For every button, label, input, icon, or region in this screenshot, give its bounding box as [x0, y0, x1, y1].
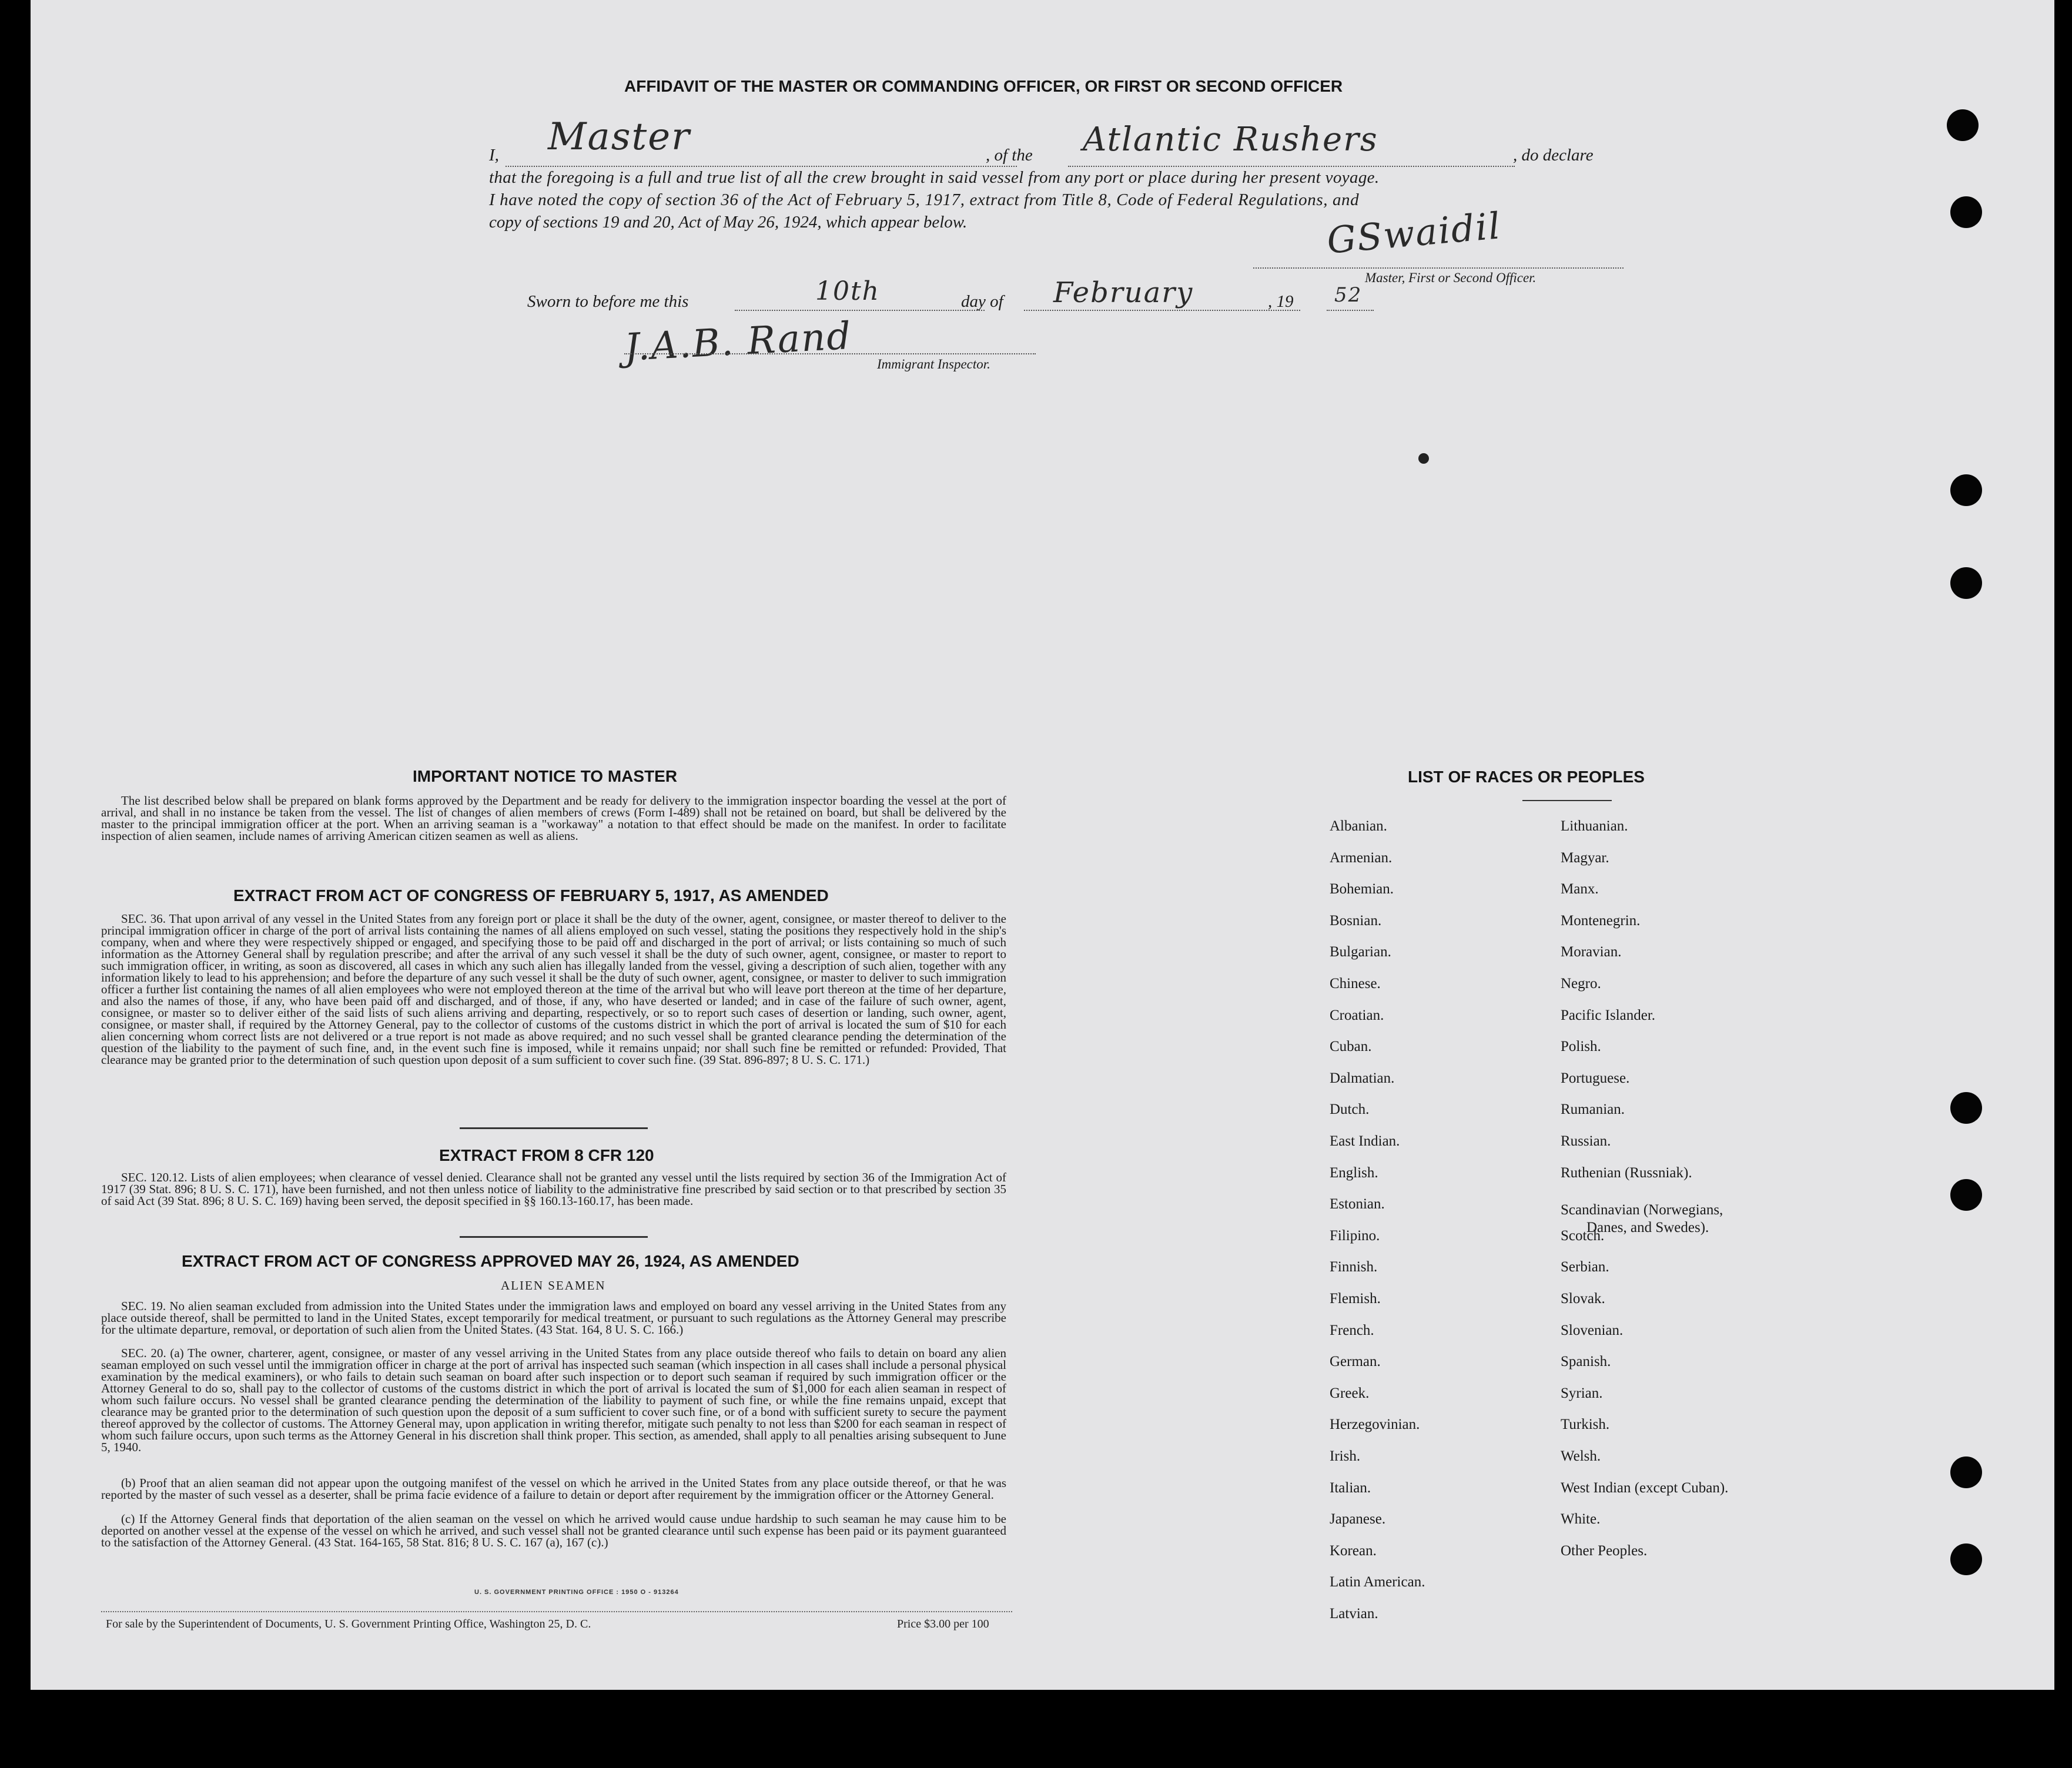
day-handwritten: 10th [815, 276, 881, 306]
day-underline [735, 310, 985, 311]
race-item: Dutch. [1330, 1101, 1370, 1117]
race-item: Bulgarian. [1330, 944, 1391, 960]
race-item: Polish. [1561, 1039, 1601, 1054]
affidavit-title: AFFIDAVIT OF THE MASTER OR COMMANDING OFFICER, OR FIRST OR SECOND OFFICER [624, 77, 1343, 95]
race-item: Turkish. [1561, 1417, 1610, 1432]
sworn-label: Sworn to before me this [527, 292, 689, 311]
race-item: English. [1330, 1165, 1378, 1181]
race-item: Spanish. [1561, 1354, 1611, 1369]
year-prefix: , 19 [1268, 292, 1294, 311]
race-item: Cuban. [1330, 1039, 1372, 1054]
race-item: Albanian. [1330, 818, 1387, 834]
declare-label: , do declare [1513, 146, 1594, 165]
race-item: Bosnian. [1330, 913, 1382, 929]
footer-price: Price $3.00 per 100 [897, 1618, 989, 1630]
extract-1917-title: EXTRACT FROM ACT OF CONGRESS OF FEBRUARY 5, 1917, AS AMENDED [233, 886, 829, 905]
binder-hole [1950, 474, 1982, 506]
race-item: Magyar. [1561, 850, 1609, 866]
sec-19-text: SEC. 19. No alien seaman excluded from admission into the United States under the immigration laws and employed on board any vessel arriving in the United States from any place outside thereof, shall be permitted to land in the United States, except temporarily for medical treatment, or pursuant to such regulations as the Attorney General may prescribe for the ultimate departure, removal, or deportation of such alien from the United States. (43 Stat. 164, 8 U. S. C. 166.) [101, 1299, 1006, 1337]
race-item: Lithuanian. [1561, 818, 1628, 834]
month-underline [1024, 310, 1300, 311]
race-item: French. [1330, 1322, 1374, 1338]
footer-sale-text: For sale by the Superintendent of Documents, U. S. Government Printing Office, Washington 25, D. C. [106, 1618, 591, 1630]
race-item: Ruthenian (Russniak). [1561, 1165, 1692, 1181]
binder-hole [1950, 1092, 1982, 1124]
race-item: Montenegrin. [1561, 913, 1641, 929]
alien-seamen-subtitle: ALIEN SEAMEN [501, 1278, 606, 1292]
sec-20a-text: SEC. 20. (a) The owner, charterer, agent, consignee, or master of any vessel arriving in the United States from any place outside thereof who fails to detain on board any alien seaman employed on such vessel until the immigration officer in charge at the port of arrival has inspected such seaman (which inspection in all cases shall include a personal physical examination by the medical examiners), or who fails to detain such seaman on board after such inspection or to deport such seaman if required by such immigration officer or the Attorney General to do so, shall pay to the collector of customs of the customs district in which the port of arrival is located the sum of $1,000 for each alien seaman in respect of whom such failure occurs. No vessel shall be granted clearance pending the determination of the liability to payment of such fine, or while the fine remains unpaid, except that clearance may be granted prior to the determination of such question upon the deposit of a sum sufficient to cover such fine, or of a bond with sufficient surety to secure the payment thereof approved by the collector of customs. The Attorney General may, upon application in writing therefor, mitigate such penalty to not less than $200 for each seaman in respect of whom such failure occurs, upon such terms as the Attorney General in his discretion shall think proper. This section, as amended, shall apply to all penalties arising subsequent to June 5, 1940. [101, 1346, 1006, 1454]
divider-2 [460, 1236, 648, 1238]
notice-text: The list described below shall be prepared on blank forms approved by the Department and be ready for delivery to the immigration inspector boarding the vessel at the port of arrival, and shall in no instance be taken from the vessel. The list of changes of alien members of crews (Form I-489) shall not be retained on board, but shall be delivered by the master to the principal immigration officer at the port. When an arriving seaman is a "workaway" a notation to that effect should be made on the manifest. In order to facilitate inspection of alien seamen, include names of arriving American citizen seamen as well as aliens. [101, 793, 1006, 843]
race-item: Welsh. [1561, 1448, 1601, 1464]
race-item: Latvian. [1330, 1606, 1378, 1622]
race-item: Filipino. [1330, 1228, 1380, 1244]
day-of-label: day of [961, 292, 1003, 311]
race-item: Serbian. [1561, 1259, 1609, 1275]
master-signature: GSwaidil [1325, 204, 1503, 262]
race-item: Chinese. [1330, 976, 1381, 992]
declaration-line-3: copy of sections 19 and 20, Act of May 26, 1924, which appear below. [489, 213, 968, 232]
master-signature-underline [1253, 267, 1624, 269]
race-item: Scotch. [1561, 1228, 1605, 1244]
race-item: Moravian. [1561, 944, 1622, 960]
race-item: Greek. [1330, 1385, 1370, 1401]
race-item: East Indian. [1330, 1133, 1400, 1149]
vessel-name-underline [1068, 166, 1515, 167]
race-item: Japanese. [1330, 1511, 1386, 1527]
race-item: Croatian. [1330, 1007, 1384, 1023]
inspector-caption: Immigrant Inspector. [877, 357, 990, 371]
race-item: Estonian. [1330, 1196, 1385, 1212]
binder-hole [1950, 196, 1982, 228]
sec-20b-text: (b) Proof that an alien seaman did not appear upon the outgoing manifest of the vessel on which he arrived in the United States from any place outside thereof, or that he was reported by the master of such vessel as a deserter, shall be prima facie evidence of a failure to detain or deport after requirement by the immigration officer or the Attorney General. [101, 1476, 1006, 1502]
binder-hole [1947, 109, 1979, 141]
race-item: Flemish. [1330, 1291, 1381, 1307]
binder-hole [1950, 567, 1982, 599]
extract-1917-text: SEC. 36. That upon arrival of any vessel in the United States from any foreign port or place it shall be the duty of the owner, agent, consignee, or master thereof to deliver to the principal immigration officer in charge of the port of arrival lists containing the names of all aliens employed on such vessel, stating the positions they respectively hold in the ship's company, when and where they were respectively shipped or engaged, and specifying those to be paid off and discharged in the port of arrival; or lists containing so much of such information as the Attorney General shall by regulation prescribe; and after the arrival of any such vessel it shall be the duty of such owner, agent, consignee, or master to report to such immigration officer, in writing, as soon as discovered, all cases in which any such alien has illegally landed from the vessel, giving a description of such alien, together with any information likely to lead to his apprehension; and before the departure of any such vessel it shall be the duty of such owner, agent, consignee, or master to deliver to such immigration officer a further list containing the names of all alien employees who were not employed thereon at the time of the arrival but who will leave port thereon at the time of her departure, and also the names of those, if any, who have been paid off and discharged, and of those, if any, who have deserted or landed; and in case of the failure of such owner, agent, consignee, or master so to deliver either of the said lists of such aliens arriving and departing, respectively, or so to report such cases of desertion or landing, such owner, agent, consignee, or master shall, if required by the Attorney General, pay to the collector of customs of the customs district in which the port of arrival is located the sum of $10 for each alien concerning whom correct lists are not delivered or a true report is not made as above required; and no such vessel shall be granted clearance pending the determination of the question of the liability to the payment of such fine, and, in the event such fine is imposed, while it remains unpaid; nor shall such fine be remitted or refunded: Provided, That clearance may be granted prior to the determination of such question upon deposit of a sum sufficient to cover such fine. (39 Stat. 896-897; 8 U. S. C. 171.) [101, 912, 1006, 1067]
binder-hole [1950, 1179, 1982, 1211]
month-handwritten: February [1053, 276, 1194, 309]
footer-dotted-rule [101, 1611, 1012, 1612]
races-title: LIST OF RACES OR PEOPLES [1408, 768, 1645, 786]
race-item: Latin American. [1330, 1574, 1425, 1590]
race-item: Slovenian. [1561, 1322, 1624, 1338]
race-item: Korean. [1330, 1543, 1377, 1559]
race-item: German. [1330, 1354, 1381, 1369]
extract-8cfr-title: EXTRACT FROM 8 CFR 120 [439, 1146, 654, 1164]
race-item: Portuguese. [1561, 1070, 1630, 1086]
binder-hole [1950, 1456, 1982, 1488]
race-item: White. [1561, 1511, 1601, 1527]
race-item: Danes, and Swedes). [1586, 1220, 1709, 1235]
notice-title: IMPORTANT NOTICE TO MASTER [413, 767, 678, 785]
extract-1924-title: EXTRACT FROM ACT OF CONGRESS APPROVED MAY 26, 1924, AS AMENDED [182, 1252, 799, 1270]
master-name-underline [506, 166, 1017, 167]
form-page [31, 0, 2054, 1690]
vessel-name-handwritten: Atlantic Rushers [1083, 120, 1378, 159]
race-item: Rumanian. [1561, 1101, 1625, 1117]
race-item: Dalmatian. [1330, 1070, 1395, 1086]
master-caption: Master, First or Second Officer. [1365, 270, 1537, 285]
race-item: West Indian (except Cuban). [1561, 1480, 1729, 1496]
race-item: Syrian. [1561, 1385, 1603, 1401]
gpo-line: U. S. GOVERNMENT PRINTING OFFICE : 1950 O - 913264 [474, 1589, 679, 1596]
sec-20c-text: (c) If the Attorney General finds that deportation of the alien seaman on the vessel on which he arrived would cause undue hardship to such seaman he may cause him to be deported on another vessel at the expense of the vessel on which he arrived, and such vessel shall not be granted clearance until such expense has been paid or its payment guaranteed to the satisfaction of the Attorney General. (43 Stat. 164-165, 58 Stat. 816; 8 U. S. C. 167 (a), 167 (c).) [101, 1512, 1006, 1549]
race-item: Irish. [1330, 1448, 1361, 1464]
declaration-line-2: I have noted the copy of section 36 of the Act of February 5, 1917, extract from Title 8, Code of Federal Regulations, and [489, 190, 1360, 209]
race-item: Pacific Islander. [1561, 1007, 1656, 1023]
ink-spot [1418, 453, 1429, 464]
year-handwritten: 52 [1334, 283, 1363, 307]
race-item: Bohemian. [1330, 881, 1394, 897]
declaration-line-1: that the foregoing is a full and true list of all the crew brought in said vessel from any port or place during her present voyage. [489, 168, 1380, 187]
races-title-rule [1522, 800, 1612, 801]
extract-8cfr-text: SEC. 120.12. Lists of alien employees; when clearance of vessel denied. Clearance shall not be granted any vessel until the lists required by section 36 of the Immigration Act of 1917 (39 Stat. 896; 8 U. S. C. 171), have been furnished, and not then unless notice of liability to the administrative fine prescribed by said section or to that prescribed by section 35 of said Act (39 Stat. 896; 8 U. S. C. 169) having been served, the deposit specified in §§ 160.13-160.17, has been made. [101, 1170, 1006, 1208]
divider-1 [460, 1127, 648, 1129]
race-item: Slovak. [1561, 1291, 1605, 1307]
race-item: Negro. [1561, 976, 1601, 992]
race-item: Finnish. [1330, 1259, 1378, 1275]
race-item: Other Peoples. [1561, 1543, 1648, 1559]
race-item: Russian. [1561, 1133, 1611, 1149]
race-item: Manx. [1561, 881, 1599, 897]
race-item: Herzegovinian. [1330, 1417, 1420, 1432]
year-underline [1327, 310, 1374, 311]
i-label: I, [489, 146, 499, 165]
race-item: Scandinavian (Norwegians, [1561, 1202, 1723, 1218]
inspector-signature-underline [624, 353, 1036, 354]
inspector-signature: J.A.B. Rand [623, 314, 853, 370]
master-name-handwritten: Master [548, 115, 691, 159]
of-the-label: , of the [986, 146, 1033, 165]
race-item: Italian. [1330, 1480, 1371, 1496]
binder-hole [1950, 1543, 1982, 1575]
race-item: Armenian. [1330, 850, 1393, 866]
